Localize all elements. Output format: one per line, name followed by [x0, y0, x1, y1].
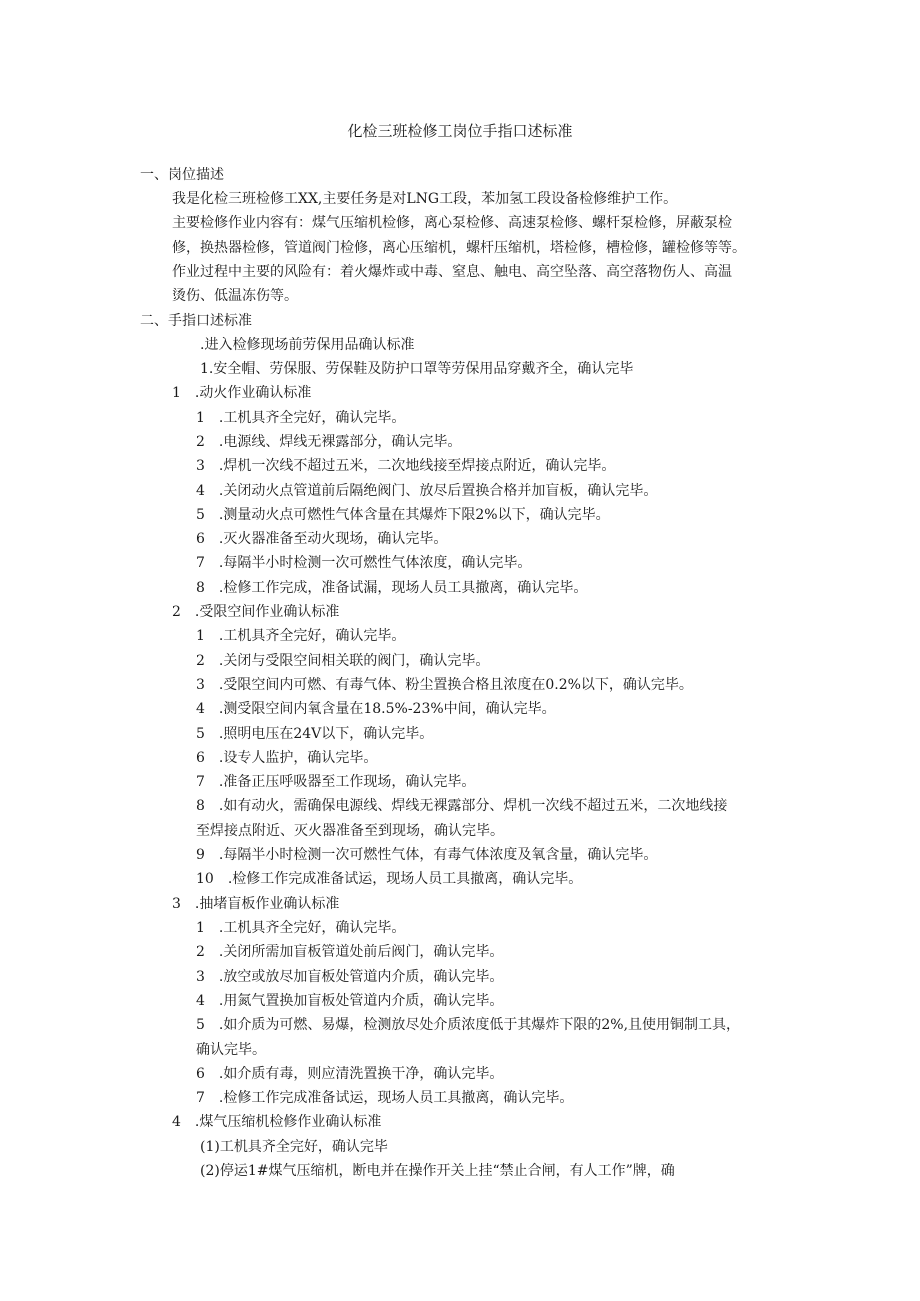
page-title: 化检三班检修工岗位手指口述标准: [347, 122, 573, 140]
subsection-heading: .进入检修现场前劳保用品确认标准: [200, 337, 415, 353]
list-item: 5 .如介质为可燃、易爆，检测放尽处介质浓度低于其爆炸下限的2%,且使用铜制工具，: [196, 1017, 741, 1033]
list-item: 1.安全帽、劳保服、劳保鞋及防护口罩等劳保用品穿戴齐全，确认完毕: [200, 361, 634, 377]
list-item: 7 .检修工作完成准备试运，现场人员工具撤离，确认完毕。: [196, 1090, 574, 1106]
section-heading: 二、手指口述标准: [140, 313, 252, 329]
list-item: 1 .工机具齐全完好，确认完毕。: [196, 628, 406, 644]
list-item: 2 .电源线、焊线无裸露部分，确认完毕。: [196, 434, 462, 450]
list-item: 10 .检修工作完成准备试运，现场人员工具撤离，确认完毕。: [196, 871, 583, 887]
list-item: 7 .每隔半小时检测一次可燃性气体浓度，确认完毕。: [196, 555, 532, 571]
paragraph-line: 主要检修作业内容有：煤气压缩机检修，离心泵检修、高速泵检修、螺杆泵检修，屏蔽泵检: [172, 215, 732, 231]
list-item: 3 .放空或放尽加盲板处管道内介质，确认完毕。: [196, 969, 504, 985]
list-item: 2 .关闭所需加盲板管道处前后阀门，确认完毕。: [196, 944, 504, 960]
list-item: 6 .灭火器准备至动火现场，确认完毕。: [196, 531, 448, 547]
subsection-heading: 1 .动火作业确认标准: [172, 385, 312, 401]
list-item-continuation: 确认完毕。: [196, 1042, 266, 1058]
subsection-heading: 2 .受限空间作业确认标准: [172, 604, 340, 620]
list-item: 5 .测量动火点可燃性气体含量在其爆炸下限2%以下，确认完毕。: [196, 507, 610, 523]
paragraph-line: 我是化检三班检修工XX,主要任务是对LNG工段，苯加氢工段设备检修维护工作。: [172, 191, 678, 207]
list-item: 9 .每隔半小时检测一次可燃性气体，有毒气体浓度及氧含量，确认完毕。: [196, 847, 658, 863]
paragraph-line: 烫伤、低温冻伤等。: [172, 288, 298, 304]
subsection-heading: 3 .抽堵盲板作业确认标准: [172, 896, 340, 912]
list-item: 1 .工机具齐全完好，确认完毕。: [196, 920, 406, 936]
list-item: 8 .检修工作完成，准备试漏，现场人员工具撤离，确认完毕。: [196, 580, 588, 596]
list-item: 8 .如有动火，需确保电源线、焊线无裸露部分、焊机一次线不超过五米，二次地线接: [196, 798, 728, 814]
list-item: 4 .测受限空间内氧含量在18.5%-23%中间，确认完毕。: [196, 701, 556, 717]
list-item: 3 .受限空间内可燃、有毒气体、粉尘置换合格且浓度在0.2%以下，确认完毕。: [196, 677, 693, 693]
list-item: 1 .工机具齐全完好，确认完毕。: [196, 410, 406, 426]
paragraph-line: 修，换热器检修，管道阀门检修，离心压缩机，螺杆压缩机，塔检修，槽检修，罐检修等等。: [172, 240, 746, 256]
list-item: 4 .关闭动火点管道前后隔绝阀门、放尽后置换合格并加盲板，确认完毕。: [196, 483, 658, 499]
list-item: 3 .焊机一次线不超过五米，二次地线接至焊接点附近，确认完毕。: [196, 458, 616, 474]
list-item: 2 .关闭与受限空间相关联的阀门，确认完毕。: [196, 653, 490, 669]
list-item: (2)停运1#煤气压缩机，断电并在操作开关上挂“禁止合闸，有人工作”牌，确: [200, 1163, 675, 1179]
list-item: (1)工机具齐全完好，确认完毕: [200, 1139, 388, 1155]
list-item: 5 .照明电压在24V以下，确认完毕。: [196, 726, 434, 742]
list-item: 6 .设专人监护，确认完毕。: [196, 750, 378, 766]
paragraph-line: 作业过程中主要的风险有：着火爆炸或中毒、窒息、触电、高空坠落、高空落物伤人、高温: [172, 264, 732, 280]
list-item: 4 .用氮气置换加盲板处管道内介质，确认完毕。: [196, 993, 504, 1009]
list-item: 7 .准备正压呼吸器至工作现场，确认完毕。: [196, 774, 476, 790]
subsection-heading: 4 .煤气压缩机检修作业确认标准: [172, 1114, 382, 1130]
list-item: 6 .如介质有毒，则应清洗置换干净，确认完毕。: [196, 1066, 504, 1082]
list-item-continuation: 至焊接点附近、灭火器准备至到现场，确认完毕。: [196, 823, 504, 839]
section-heading: 一、岗位描述: [140, 167, 224, 183]
